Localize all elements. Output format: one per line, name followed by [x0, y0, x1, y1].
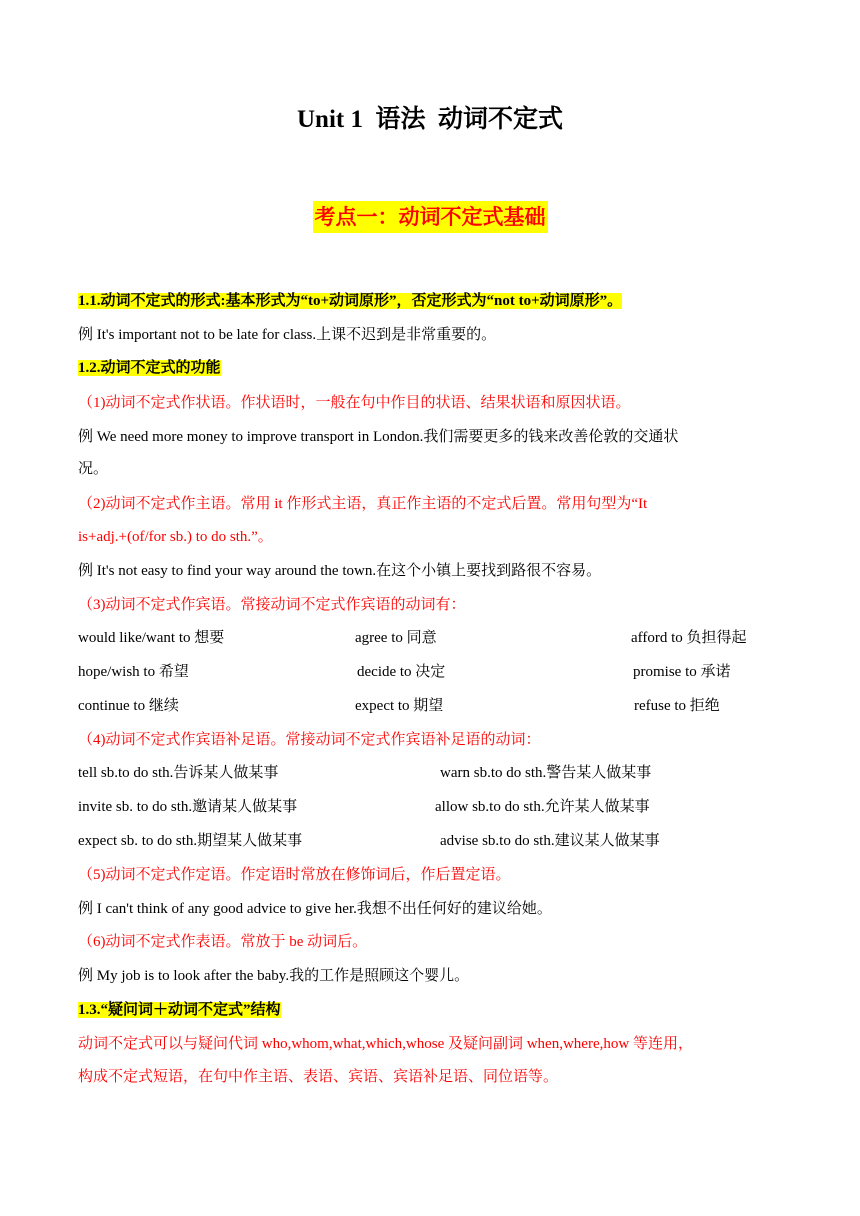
- example-line: 例 It's important not to be late for class.上课不迟到是非常重要的。: [78, 327, 497, 343]
- subsection-1-1-heading: [78, 290, 622, 312]
- verb-entry: warn sb.to do sth.警告某人做某事: [440, 765, 652, 781]
- verb-entry: decide to 决定: [357, 664, 446, 680]
- subsection-1-2-text: 1.2.动词不定式的功能: [78, 360, 221, 376]
- subsection-1-1-text: 1.1.动词不定式的形式:基本形式为“to+动词原形”，否定形式为“not to+动词原形”。: [78, 293, 623, 309]
- verb-entry: hope/wish to 希望: [78, 664, 189, 680]
- verb-entry: refuse to 拒绝: [634, 698, 720, 714]
- page-title: [0, 104, 860, 136]
- function-4-text: （4)动词不定式作宾语补足语。常接动词不定式作宾语补足语的动词：: [78, 732, 541, 748]
- section-heading: [0, 201, 860, 233]
- function-6-text: （6)动词不定式作表语。常放于 be 动词后。: [78, 934, 368, 950]
- function-5-text: （5)动词不定式作定语。作定语时常放在修饰词后，作后置定语。: [78, 867, 511, 883]
- verb-entry: afford to 负担得起: [631, 630, 747, 646]
- verb-entry: would like/want to 想要: [78, 630, 225, 646]
- example-line-cont: 况。: [78, 461, 109, 477]
- paragraph-1-3: 动词不定式可以与疑问代词 who,whom,what,which,whose 及疑问副词 when,where,how 等连用，: [78, 1036, 693, 1052]
- title-text: Unit 1 语法 动词不定式: [297, 106, 563, 133]
- verb-entry: expect to 期望: [355, 698, 444, 714]
- example-line: 例 It's not easy to find your way around the town.在这个小镇上要找到路很不容易。: [78, 563, 602, 579]
- subsection-1-2-heading: [78, 357, 221, 379]
- verb-entry: tell sb.to do sth.告诉某人做某事: [78, 765, 279, 781]
- example-line: 例 My job is to look after the baby.我的工作是照顾这个婴儿。: [78, 968, 470, 984]
- function-2-text-cont: is+adj.+(of/for sb.) to do sth.”。: [78, 529, 273, 545]
- function-2-text: （2)动词不定式作主语。常用 it 作形式主语，真正作主语的不定式后置。常用句型为“It: [78, 496, 648, 512]
- verb-entry: invite sb. to do sth.邀请某人做某事: [78, 799, 298, 815]
- verb-entry: allow sb.to do sth.允许某人做某事: [435, 799, 650, 815]
- example-line: 例 I can't think of any good advice to give her.我想不出任何好的建议给她。: [78, 901, 552, 917]
- paragraph-1-3-cont: 构成不定式短语，在句中作主语、表语、宾语、宾语补足语、同位语等。: [78, 1069, 559, 1085]
- verb-entry: continue to 继续: [78, 698, 179, 714]
- subsection-1-3-text: 1.3.“疑问词＋动词不定式”结构: [78, 1002, 281, 1018]
- verb-entry: advise sb.to do sth.建议某人做某事: [440, 833, 660, 849]
- function-3-text: （3)动词不定式作宾语。常接动词不定式作宾语的动词有：: [78, 597, 466, 613]
- verb-entry: expect sb. to do sth.期望某人做某事: [78, 833, 303, 849]
- verb-entry: agree to 同意: [355, 630, 437, 646]
- verb-entry: promise to 承诺: [633, 664, 731, 680]
- section-heading-text: 考点一：动词不定式基础: [313, 201, 548, 233]
- example-line: 例 We need more money to improve transport in London.我们需要更多的钱来改善伦敦的交通状: [78, 429, 679, 445]
- subsection-1-3-heading: [78, 999, 281, 1021]
- function-1-text: （1)动词不定式作状语。作状语时，一般在句中作目的状语、结果状语和原因状语。: [78, 395, 631, 411]
